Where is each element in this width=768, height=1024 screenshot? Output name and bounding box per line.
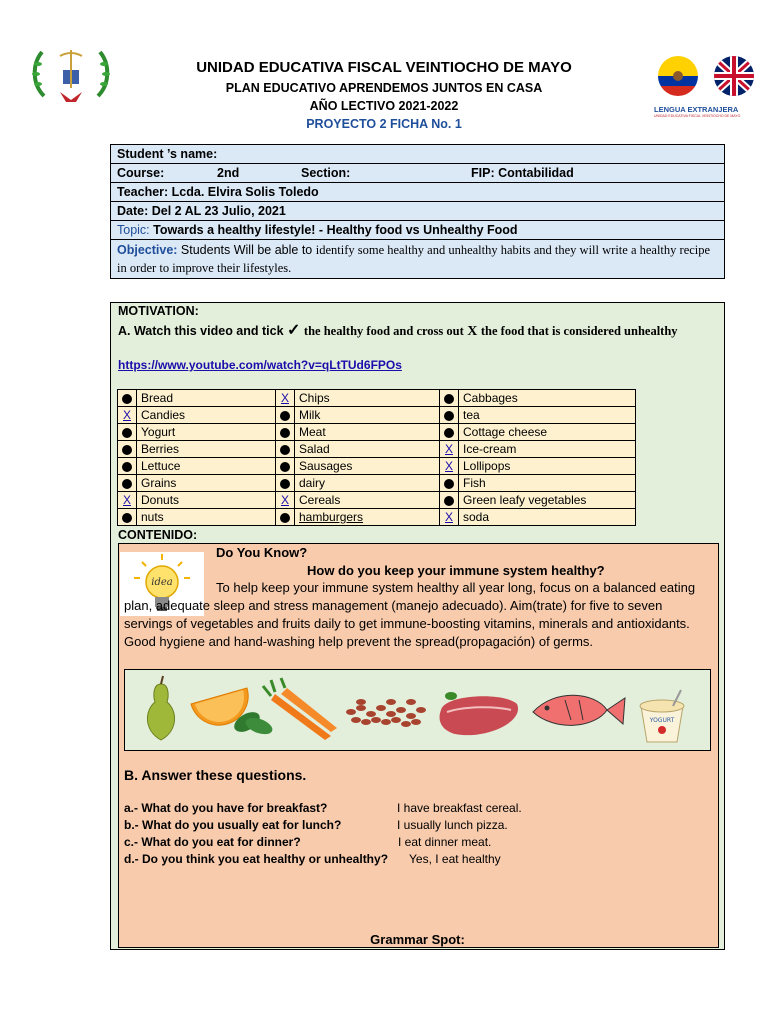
- food-name-cell: soda: [459, 509, 636, 526]
- topic-value: Towards a healthy lifestyle! - Healthy food vs Unhealthy Food: [153, 223, 518, 237]
- food-mark-cell: [440, 475, 459, 492]
- food-name-cell: Donuts: [137, 492, 276, 509]
- food-mark-cell: [440, 492, 459, 509]
- food-mark-cell: [118, 390, 137, 407]
- question-text: c.- What do you eat for dinner?: [124, 835, 301, 849]
- healthy-dot-icon: [444, 428, 454, 438]
- topic-label: Topic:: [117, 223, 150, 237]
- food-name-cell: Green leafy vegetables: [459, 492, 636, 509]
- food-mark-cell: [118, 492, 137, 509]
- food-table: [117, 389, 636, 526]
- topic-row: [111, 221, 725, 240]
- food-mark-cell: [118, 475, 137, 492]
- food-name-cell: tea: [459, 407, 636, 424]
- healthy-dot-icon: [444, 496, 454, 506]
- food-name-cell: Fish: [459, 475, 636, 492]
- objective-label: Objective:: [117, 243, 178, 257]
- yogurt-icon: [640, 690, 684, 742]
- food-name-cell: Ice-cream: [459, 441, 636, 458]
- food-name-cell: Cereals: [295, 492, 440, 509]
- food-mark-cell: [276, 509, 295, 526]
- food-name-cell: Lollipops: [459, 458, 636, 475]
- cross-icon: X: [467, 324, 478, 339]
- unhealthy-x-mark: X: [444, 510, 453, 524]
- food-mark-cell: [276, 407, 295, 424]
- food-name-cell: Chips: [295, 390, 440, 407]
- lengua-extranjera-label: LENGUA EXTRANJERA: [654, 105, 739, 114]
- youtube-link[interactable]: https://www.youtube.com/watch?v=qLtTUd6FPOs: [118, 358, 402, 372]
- answer-text: I usually lunch pizza.: [397, 818, 508, 832]
- healthy-dot-icon: [122, 394, 132, 404]
- food-mark-cell: [440, 441, 459, 458]
- food-mark-cell: [118, 458, 137, 475]
- healthy-dot-icon: [280, 479, 290, 489]
- school-year: AÑO LECTIVO 2021-2022: [309, 99, 459, 113]
- unhealthy-x-mark: X: [444, 459, 453, 473]
- fip-label: FIP: Contabilidad: [471, 166, 574, 180]
- food-mark-cell: [118, 407, 137, 424]
- project-label: PROYECTO 2 FICHA No. 1: [306, 117, 462, 131]
- food-images-strip: [124, 669, 711, 751]
- healthy-dot-icon: [280, 513, 290, 523]
- unhealthy-x-mark: X: [280, 391, 289, 405]
- instruction-part-b: the healthy food and cross out: [303, 324, 464, 338]
- healthy-dot-icon: [444, 479, 454, 489]
- food-mark-cell: [276, 424, 295, 441]
- course-label: Course:: [117, 166, 165, 180]
- healthy-dot-icon: [444, 411, 454, 421]
- food-row: [118, 407, 636, 424]
- answer-text: Yes, I eat healthy: [409, 852, 501, 866]
- question-text: d.- Do you think you eat healthy or unhealthy?: [124, 852, 389, 866]
- food-mark-cell: [440, 424, 459, 441]
- healthy-dot-icon: [280, 428, 290, 438]
- plan-title: PLAN EDUCATIVO APRENDEMOS JUNTOS EN CASA: [225, 81, 543, 95]
- objective-row: [111, 240, 725, 279]
- unhealthy-x-mark: X: [122, 408, 131, 422]
- objective-text-sans: Students Will be able to: [180, 243, 313, 257]
- food-name-cell: dairy: [295, 475, 440, 492]
- healthy-dot-icon: [280, 462, 290, 472]
- immune-paragraph: To help keep your immune system healthy all year long, focus on a balanced eating plan, adequate sleep and stress management (manejo adecuado). Aim(trate) for five to seven servings of vegetables and fruits daily to get immune-boosting vitamins, minerals and antioxidants. Good hygiene and hand-washing help prevent the spread(propagación) of germs.: [124, 580, 696, 649]
- section-label: Section:: [301, 166, 351, 180]
- food-mark-cell: [276, 390, 295, 407]
- food-mark-cell: [276, 492, 295, 509]
- food-name-cell: Sausages: [295, 458, 440, 475]
- question-text: b.- What do you usually eat for lunch?: [124, 818, 342, 832]
- food-name-cell: hamburgers: [295, 509, 440, 526]
- food-name-cell: Berries: [137, 441, 276, 458]
- food-row: [118, 475, 636, 492]
- food-name-cell: Yogurt: [137, 424, 276, 441]
- healthy-dot-icon: [122, 445, 132, 455]
- unhealthy-x-mark: X: [280, 493, 289, 507]
- pear-icon: [147, 676, 174, 740]
- healthy-dot-icon: [122, 513, 132, 523]
- motivation-instruction: [118, 322, 718, 341]
- food-row: [118, 509, 636, 526]
- food-row: [118, 458, 636, 475]
- food-name-cell: Meat: [295, 424, 440, 441]
- food-row: [118, 390, 636, 407]
- food-mark-cell: [276, 441, 295, 458]
- answer-text: I eat dinner meat.: [398, 835, 492, 849]
- food-name-cell: Salad: [295, 441, 440, 458]
- date-row: Date: Del 2 AL 23 Julio, 2021: [111, 202, 725, 221]
- healthy-dot-icon: [122, 462, 132, 472]
- food-mark-cell: [440, 390, 459, 407]
- healthy-dot-icon: [122, 428, 132, 438]
- healthy-dot-icon: [444, 394, 454, 404]
- food-name-cell: Cabbages: [459, 390, 636, 407]
- carrots-icon: [263, 678, 337, 740]
- instruction-part-a: A. Watch this video and tick: [118, 324, 284, 338]
- fish-icon: [533, 695, 625, 725]
- motivation-title: MOTIVATION:: [118, 304, 199, 318]
- student-info-table: [110, 144, 725, 279]
- food-mark-cell: [276, 458, 295, 475]
- food-name-cell: Milk: [295, 407, 440, 424]
- lengua-extranjera-logo: [652, 56, 760, 116]
- beans-icon: [346, 699, 426, 727]
- immune-question: How do you keep your immune system healthy?: [307, 563, 605, 578]
- healthy-dot-icon: [280, 411, 290, 421]
- food-mark-cell: [118, 441, 137, 458]
- yogurt-label: YOGURT: [649, 717, 675, 724]
- lengua-extranjera-sublabel: UNIDAD EDUCATIVA FISCAL VEINTIOCHO DE MAYO: [654, 114, 741, 118]
- course-value: 2nd: [217, 166, 240, 180]
- food-mark-cell: [440, 458, 459, 475]
- food-row: [118, 441, 636, 458]
- section-b-title: B. Answer these questions.: [124, 767, 307, 783]
- grammar-spot-heading: Grammar Spot:: [370, 932, 465, 947]
- healthy-dot-icon: [122, 479, 132, 489]
- unhealthy-x-mark: X: [444, 442, 453, 456]
- contenido-title: CONTENIDO:: [118, 528, 198, 542]
- food-row: [118, 492, 636, 509]
- answer-text: I have breakfast cereal.: [397, 801, 522, 815]
- food-name-cell: Grains: [137, 475, 276, 492]
- meat-icon: [440, 692, 519, 735]
- food-name-cell: nuts: [137, 509, 276, 526]
- unhealthy-x-mark: X: [122, 493, 131, 507]
- instruction-part-c: the food that is considered unhealthy: [480, 324, 678, 338]
- student-name-row: Student ’s name:: [111, 145, 725, 164]
- food-name-cell: Candies: [137, 407, 276, 424]
- school-name: UNIDAD EDUCATIVA FISCAL VEINTIOCHO DE MAYO: [196, 59, 572, 76]
- food-name-cell: Lettuce: [137, 458, 276, 475]
- question-text: a.- What do you have for breakfast?: [124, 801, 328, 815]
- idea-text: idea: [151, 577, 173, 588]
- healthy-dot-icon: [280, 445, 290, 455]
- food-mark-cell: [118, 509, 137, 526]
- objective-text: identify some healthy and unhealthy habits and they will write a healthy recipe in order to improve their lifestyles.: [117, 243, 711, 275]
- food-mark-cell: [440, 407, 459, 424]
- tick-icon: ✓: [287, 322, 301, 339]
- food-mark-cell: [118, 424, 137, 441]
- food-name-cell: Cottage cheese: [459, 424, 636, 441]
- food-mark-cell: [440, 509, 459, 526]
- food-name-cell: Bread: [137, 390, 276, 407]
- food-mark-cell: [276, 475, 295, 492]
- do-you-know-heading: Do You Know?: [216, 545, 308, 560]
- food-row: [118, 424, 636, 441]
- course-row: [111, 164, 725, 183]
- teacher-row: Teacher: Lcda. Elvira Solis Toledo: [111, 183, 725, 202]
